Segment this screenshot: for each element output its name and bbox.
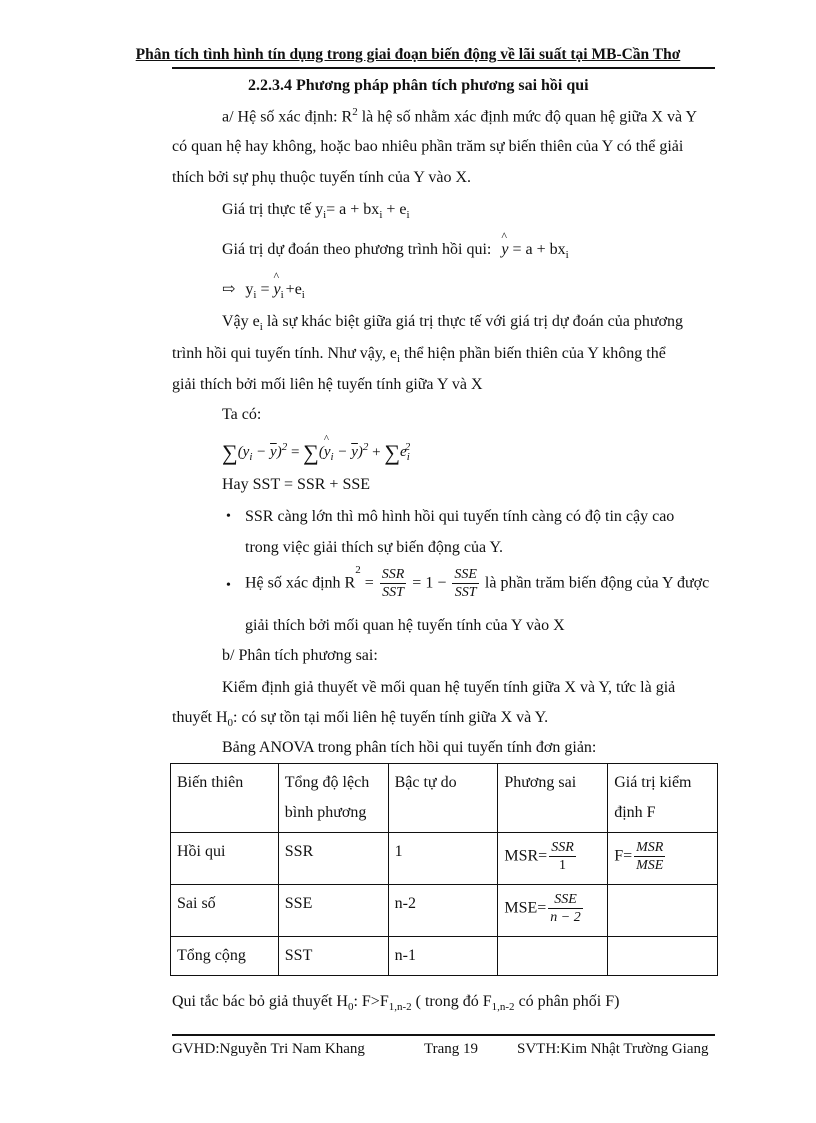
footer-advisor: GVHD:Nguyễn Tri Nam Khang bbox=[172, 1041, 365, 1057]
footer-student: SVTH:Kim Nhật Trường Giang bbox=[517, 1041, 709, 1057]
table-header-cell: Biến thiên bbox=[171, 764, 279, 833]
r2-fraction-sse-sst: $\frac{\text{SSE}}{\text{SST}}$ bbox=[454, 566, 477, 600]
table-row bbox=[171, 833, 718, 885]
r2-fraction-ssr-sst: $\frac{\text{SSR}}{\text{SST}}$ bbox=[381, 566, 405, 600]
y-hat-implied: y ^ bbox=[273, 269, 281, 298]
y-hat: y ^ bbox=[501, 229, 509, 258]
footer-page-number: Trang 19 bbox=[424, 1041, 479, 1057]
table-cell bbox=[498, 937, 608, 976]
implied-formula: ⇨ $y_i = y$ ^ $_i +e_i$ bbox=[222, 269, 305, 302]
table-header-row bbox=[171, 764, 718, 833]
para-b-heading: b/ Phân tích phương sai: bbox=[222, 647, 378, 664]
f-fraction: $\frac{\text{MSR}}{\text{MSE}}$ bbox=[636, 840, 664, 873]
table-cell: n-1 bbox=[388, 937, 498, 976]
rejection-rule: Qui tắc bác bỏ giả thuyết $H_0$: $F>F_{1,n-2}$ ( trong đó $F_{1,n-2}$ có phân phối F) bbox=[172, 993, 620, 1014]
bullet-icon: • bbox=[226, 509, 231, 524]
table-cell: MSE= $\frac{\text{SSE}}{n - 2}$ bbox=[498, 885, 608, 937]
bullet-icon: • bbox=[226, 578, 231, 593]
mse-fraction: $\frac{\text{SSE}}{n - 2}$ bbox=[550, 892, 581, 925]
para-e-line-1: Vậy $e_i$ là sự khác biệt giữa giá trị thực tế với giá trị dự đoán của phương bbox=[222, 313, 683, 334]
actual-value-formula: Giá trị thực tế $y_i= a + bx_i + e_i$ bbox=[222, 201, 410, 222]
table-cell: MSR= $\frac{\text{SSR}}{1}$ bbox=[498, 833, 608, 885]
bullet-1-line-1: SSR càng lớn thì mô hình hồi qui tuyến tính càng có độ tin cậy cao bbox=[245, 508, 675, 525]
table-cell: Hồi qui bbox=[171, 833, 279, 885]
bullet-2-line-2: giải thích bởi mối quan hệ tuyến tính của Y vào X bbox=[245, 617, 565, 634]
header-rule bbox=[172, 67, 715, 69]
para-b-line-2: thuyết $H_0$: có sự tồn tại mối liên hệ tuyến tính giữa X và Y. bbox=[172, 709, 549, 730]
bullet-1-line-2: trong việc giải thích sự biến động của Y. bbox=[245, 539, 503, 556]
table-header-cell: Tổng độ lệch bình phương bbox=[278, 764, 388, 833]
para-e-line-2: trình hồi qui tuyến tính. Như vậy, $e_i$ thể hiện phần biến thiên của Y không thể bbox=[172, 345, 666, 366]
anova-table-intro: Bảng ANOVA trong phân tích hồi qui tuyến tính đơn giản: bbox=[222, 739, 597, 756]
para-a-line-2: có quan hệ hay không, hoặc bao nhiêu phần trăm sự biến thiên của Y có thể giải bbox=[172, 138, 684, 155]
arrow-icon: ⇨ bbox=[222, 281, 236, 298]
para-b-line-1: Kiểm định giả thuyết về mối quan hệ tuyến tính giữa X và Y, tức là giả bbox=[222, 679, 676, 696]
table-cell: Sai số bbox=[171, 885, 279, 937]
sst-identity: Hay SST = SSR + SSE bbox=[222, 476, 371, 493]
table-row bbox=[171, 885, 718, 937]
bullet-2-line-1: Hệ số xác định $R^2$ = $\frac{\text{SSR}}{\text{SST}}$ = 1 − $\frac{\text{SSE}}{\text{SST}}$ là phần trăm biến động của Y được bbox=[245, 564, 710, 600]
table-cell: SSR bbox=[278, 833, 388, 885]
table-header-cell: Phương sai bbox=[498, 764, 608, 833]
table-cell: SST bbox=[278, 937, 388, 976]
footer-rule bbox=[172, 1034, 715, 1036]
table-cell: F= $\frac{\text{MSR}}{\text{MSE}}$ bbox=[608, 833, 718, 885]
anova-table bbox=[170, 763, 718, 976]
section-heading: 2.2.3.4 Phương pháp phân tích phương sai hồi qui bbox=[248, 77, 589, 94]
running-header-title: Phân tích tình hình tín dụng trong giai đoạn biến động về lãi suất tại MB-Cần Thơ bbox=[135, 46, 681, 63]
ta-co-label: Ta có: bbox=[222, 406, 262, 423]
table-header-cell: Bậc tự do bbox=[388, 764, 498, 833]
para-a-line-1: a/ Hệ số xác định: $R^2$ là hệ số nhằm xác định mức độ quan hệ giữa X và Y bbox=[222, 106, 698, 126]
table-cell: SSE bbox=[278, 885, 388, 937]
table-cell bbox=[608, 937, 718, 976]
ss-decomposition-formula: $\sum(y_i - \overline{y})^2 = \sum(y$ ^ $_i - \overline{y})^2 + \sum e_i^2$ bbox=[222, 433, 411, 465]
table-cell: 1 bbox=[388, 833, 498, 885]
table-row bbox=[171, 937, 718, 976]
para-a-line-3: thích bởi sự phụ thuộc tuyến tính của Y vào X. bbox=[172, 169, 472, 186]
table-header-cell: Giá trị kiểm định F bbox=[608, 764, 718, 833]
table-cell: n-2 bbox=[388, 885, 498, 937]
table-cell bbox=[608, 885, 718, 937]
msr-fraction: $\frac{\text{SSR}}{1}$ bbox=[551, 840, 574, 873]
predicted-value-formula: Giá trị dự đoán theo phương trình hồi qui: y ^ = $a + bx_i$ bbox=[222, 229, 569, 262]
para-e-line-3: giải thích bởi mối liên hệ tuyến tính giữa Y và X bbox=[172, 376, 483, 393]
table-cell: Tổng cộng bbox=[171, 937, 279, 976]
